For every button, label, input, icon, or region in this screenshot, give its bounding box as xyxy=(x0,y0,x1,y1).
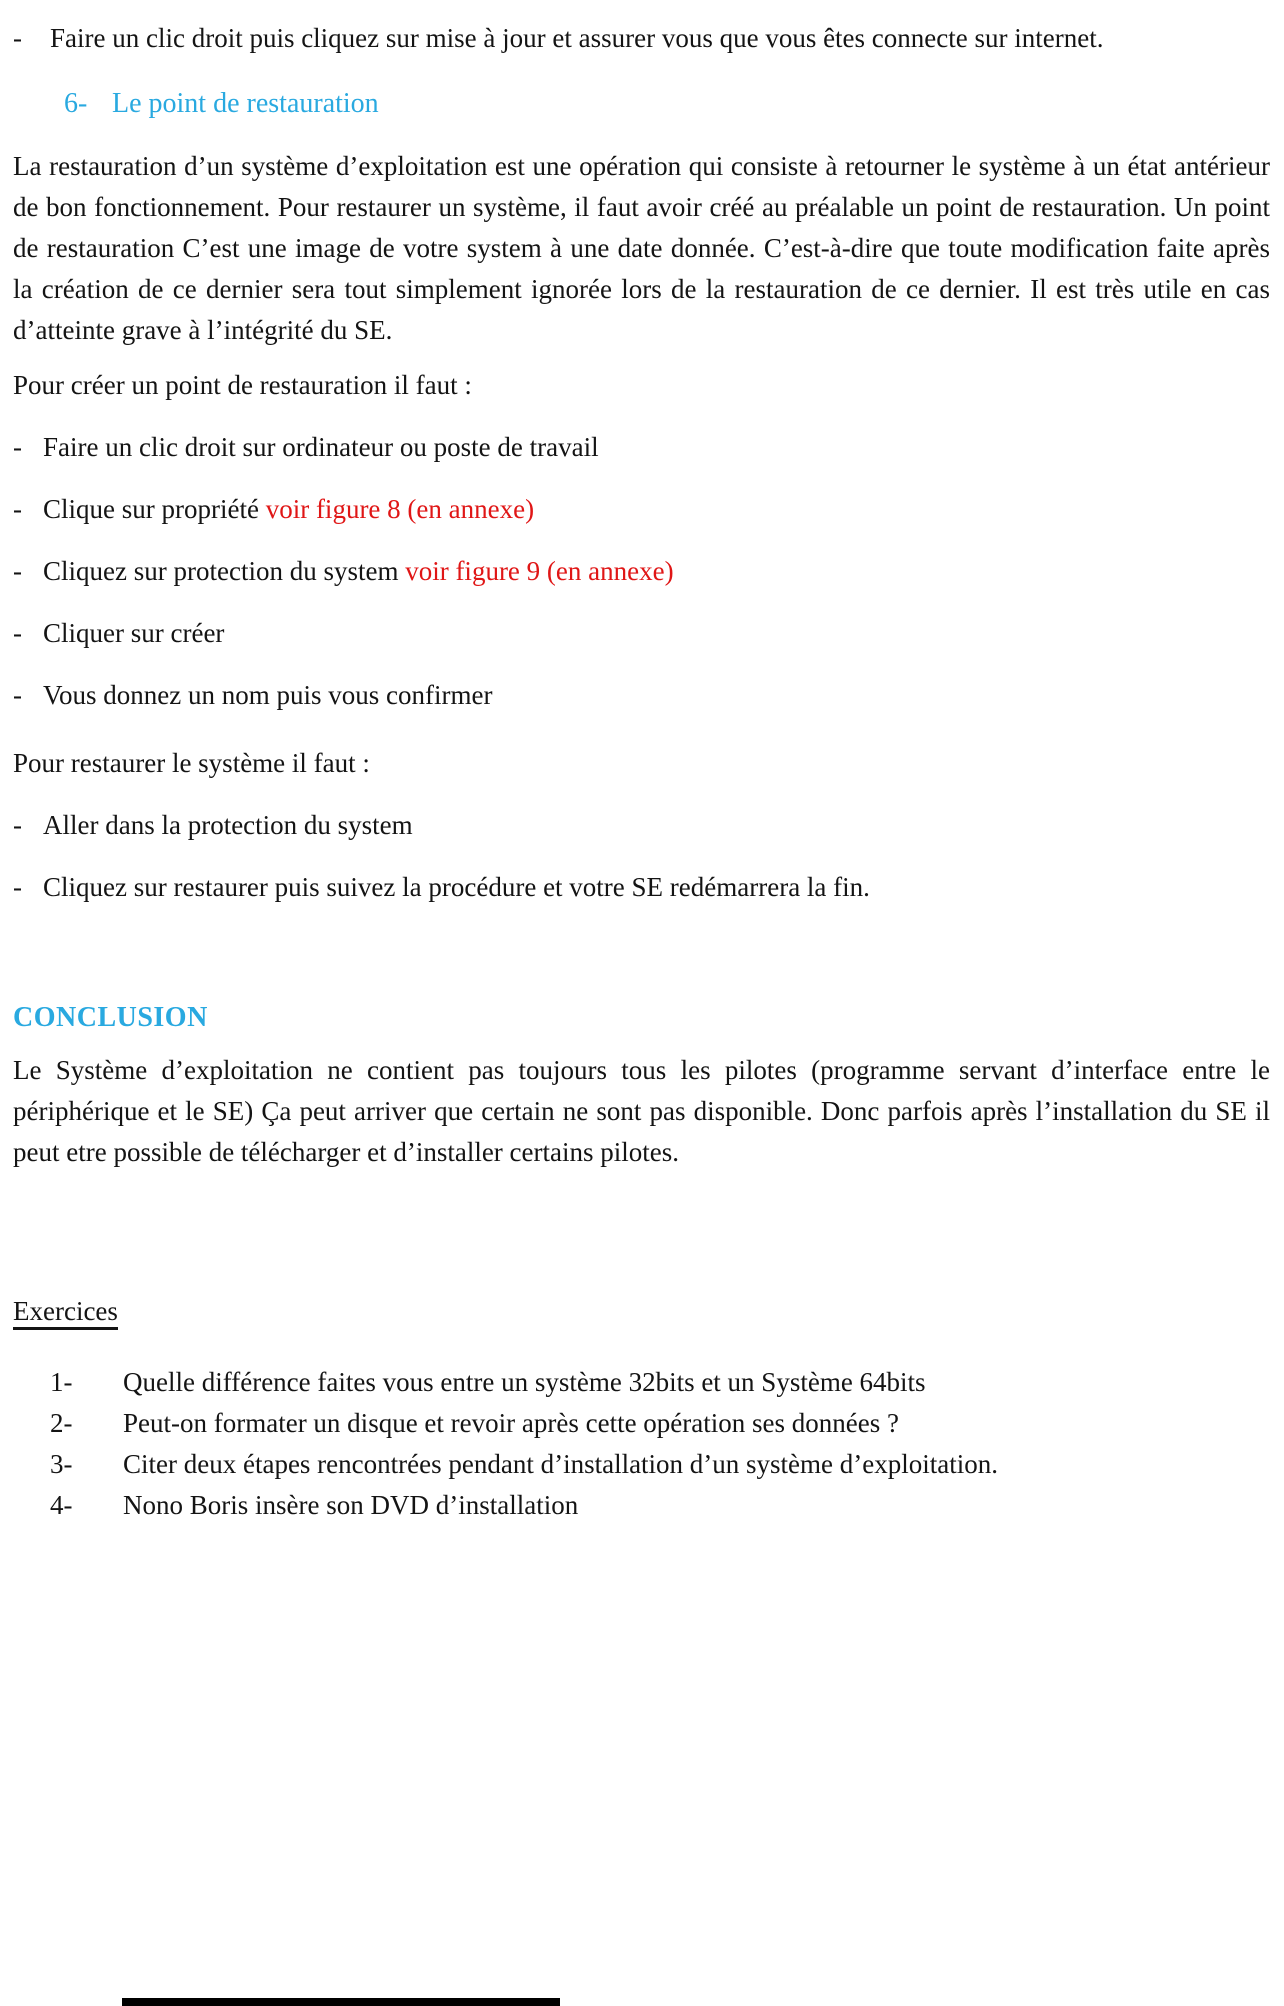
intro-bullet xyxy=(13,18,1270,59)
step-text: Aller dans la protection du system xyxy=(43,810,413,840)
exercise-text: Citer deux étapes rencontrées pendant d’installation d’un système d’exploitation. xyxy=(123,1449,998,1479)
exercise-number: 4- xyxy=(50,1490,73,1520)
step-text: Cliquer sur créer xyxy=(43,618,225,648)
section-heading-restore-point xyxy=(13,83,1270,124)
create-step-5 xyxy=(13,675,1270,716)
conclusion-paragraph: Le Système d’exploitation ne contient pas toujours tous les pilotes (programme servant d’interface entre le périphérique et le SE) Ça peut arriver que certain ne sont pas disponible. Donc parfois après l’installation du SE il peut etre possible de télécharger et d’installer certains pilotes. xyxy=(13,1055,1270,1167)
bullet-dash: - xyxy=(13,810,22,840)
restore-step-2 xyxy=(13,867,1270,908)
bullet-dash: - xyxy=(13,872,22,902)
exercise-text: Peut-on formater un disque et revoir après cette opération ses données ? xyxy=(123,1408,899,1438)
intro-bullet-text: Faire un clic droit puis cliquez sur mise à jour et assurer vous que vous êtes connecte sur internet. xyxy=(50,23,1104,53)
step-text: Faire un clic droit sur ordinateur ou poste de travail xyxy=(43,432,599,462)
restore-step-1 xyxy=(13,805,1270,846)
create-step-4 xyxy=(13,613,1270,654)
section-number: 6- xyxy=(64,88,88,119)
bullet-dash: - xyxy=(13,680,22,710)
next-page-edge-bar xyxy=(122,1998,560,2006)
figure-reference: voir figure 9 (en annexe) xyxy=(405,556,674,586)
exercise-item-3 xyxy=(13,1444,1270,1485)
create-steps-intro: Pour créer un point de restauration il faut : xyxy=(13,370,472,400)
exercises-list xyxy=(13,1362,1270,1526)
exercise-text: Nono Boris insère son DVD d’installation xyxy=(123,1490,579,1520)
bullet-dash: - xyxy=(13,494,22,524)
bullet-dash: - xyxy=(13,618,22,648)
create-step-3 xyxy=(13,551,1270,592)
exercise-item-1 xyxy=(13,1362,1270,1403)
create-step-1 xyxy=(13,427,1270,468)
step-text: Cliquez sur restaurer puis suivez la procédure et votre SE redémarrera la fin. xyxy=(43,872,870,902)
exercise-item-4 xyxy=(13,1485,1270,1526)
step-text: Vous donnez un nom puis vous confirmer xyxy=(43,680,493,710)
exercises-heading xyxy=(13,1291,1270,1332)
exercise-text: Quelle différence faites vous entre un système 32bits et un Système 64bits xyxy=(123,1367,926,1397)
step-text: Cliquez sur protection du system xyxy=(43,556,406,586)
exercise-number: 3- xyxy=(50,1449,73,1479)
create-step-2 xyxy=(13,489,1270,530)
bullet-dash: - xyxy=(13,556,22,586)
section-title: Le point de restauration xyxy=(112,88,379,119)
exercises-heading-text: Exercices xyxy=(13,1296,118,1330)
exercise-item-2 xyxy=(13,1403,1270,1444)
exercise-number: 1- xyxy=(50,1367,73,1397)
figure-reference: voir figure 8 (en annexe) xyxy=(265,494,535,524)
step-text: Clique sur propriété xyxy=(43,494,266,524)
conclusion-heading: CONCLUSION xyxy=(13,1002,208,1033)
restore-steps-intro: Pour restaurer le système il faut : xyxy=(13,748,370,778)
bullet-dash: - xyxy=(13,23,22,53)
exercise-number: 2- xyxy=(50,1408,73,1438)
bullet-dash: - xyxy=(13,432,22,462)
restore-paragraph: La restauration d’un système d’exploitation est une opération qui consiste à retourner le système à un état antérieur de bon fonctionnement. Pour restaurer un système, il faut avoir créé au préalable un point de restauration. Un point de restauration C’est une image de votre system à une date donnée. C’est-à-dire que toute modification faite après la création de ce dernier sera tout simplement ignorée lors de la restauration de ce dernier. Il est très utile en cas d’atteinte grave à l’intégrité du SE. xyxy=(13,151,1270,345)
